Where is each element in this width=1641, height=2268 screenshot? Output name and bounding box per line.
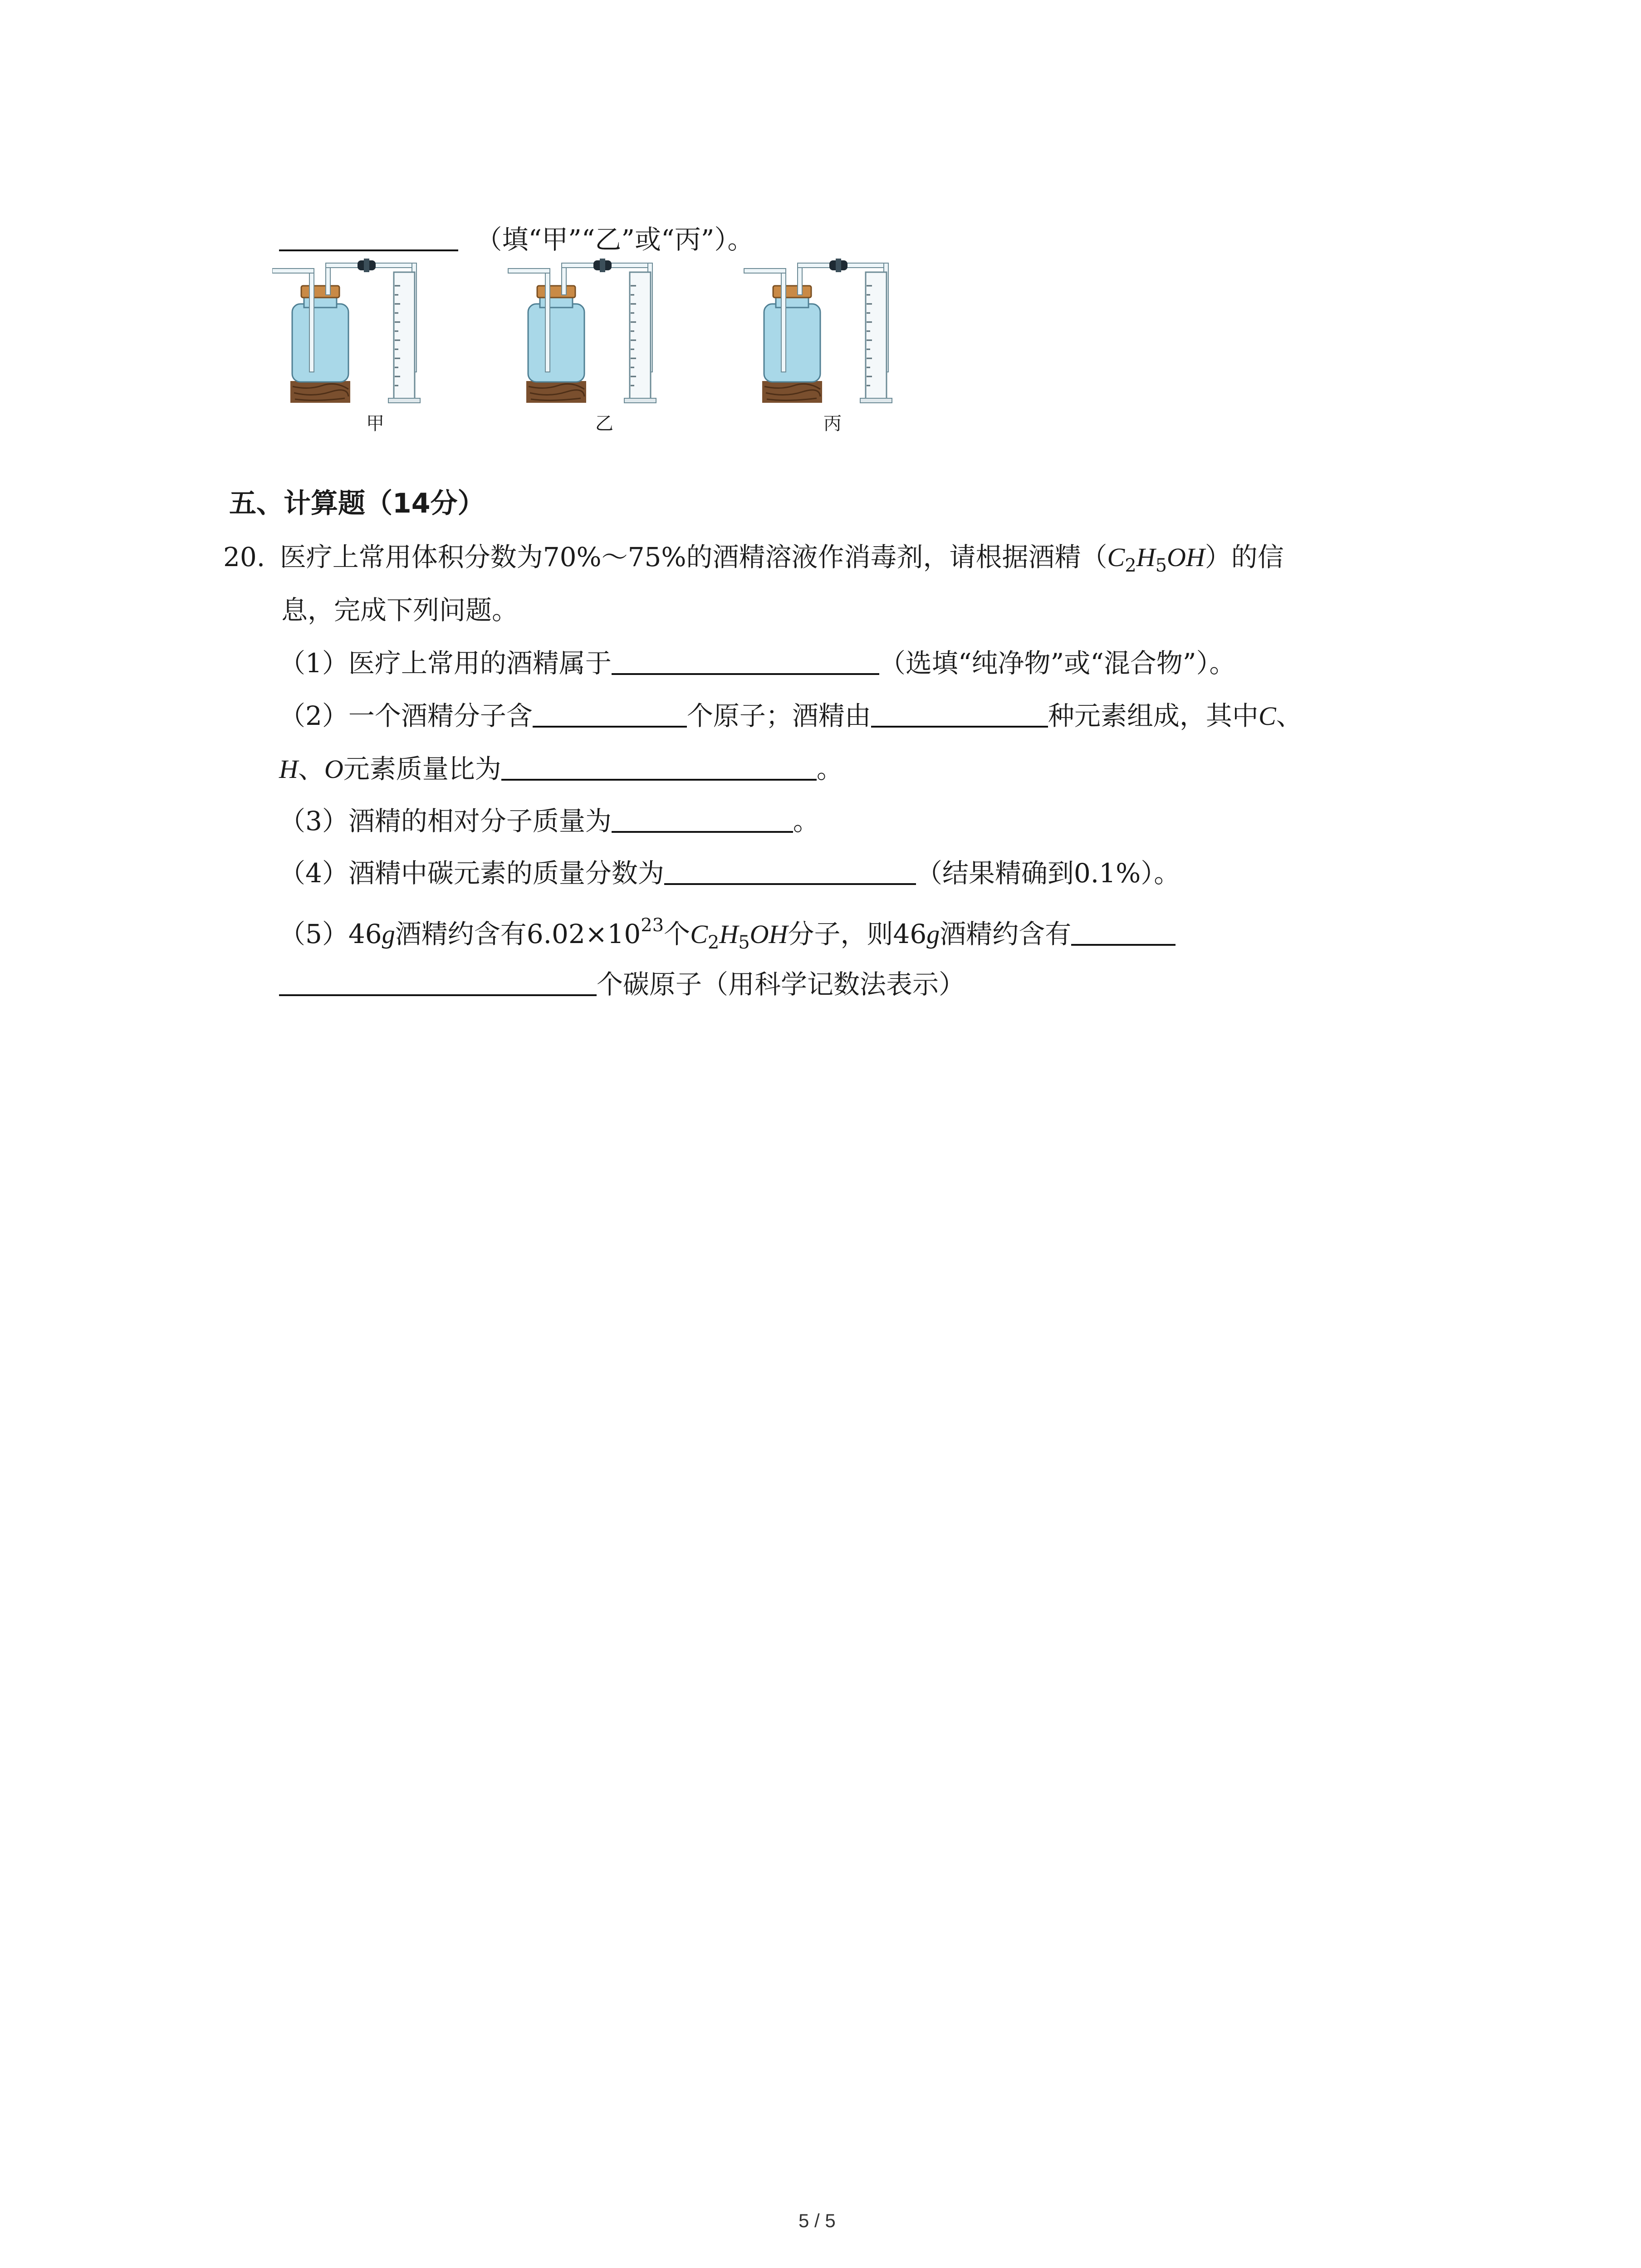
apparatus-label-bing: 丙 (823, 413, 842, 434)
q20-part4 (279, 855, 1180, 891)
unit-g-1: g (382, 919, 395, 949)
q20-part3 (279, 803, 819, 839)
answer-blank-5a[interactable] (1071, 917, 1176, 946)
element-h: H (279, 754, 298, 784)
part2-sep: 、 (298, 753, 324, 784)
formula-c: C (1107, 543, 1125, 572)
part1-text-b: （选填“纯净物”或“混合物”）。 (879, 648, 1236, 679)
part5-text-b: 酒精约含有6.02×10 (395, 919, 641, 949)
q20-stem-a: 医疗上常用体积分数为70%～75%的酒精溶液作消毒剂，请根据酒精（ (279, 542, 1107, 572)
part2-text-d: 元素质量比为 (343, 753, 501, 784)
formula-sub-5: 5 (1155, 555, 1167, 576)
q20-number: 20. (223, 542, 265, 572)
q20-part2-line2 (279, 751, 843, 787)
part2-comma: 、 (1276, 700, 1303, 731)
apparatus-label-jia: 甲 (366, 413, 384, 434)
section-title: 五、计算题（14分） (229, 488, 485, 519)
part5-text-c: 个 (664, 919, 691, 949)
part2-text-b: 个原子；酒精由 (686, 700, 871, 731)
element-c: C (1258, 701, 1276, 731)
formula-h: H (1136, 543, 1156, 572)
answer-blank-3[interactable] (612, 804, 793, 833)
apparatus-label-yi: 乙 (595, 413, 613, 434)
answer-blank-2b[interactable] (871, 699, 1048, 728)
part5-last: 个碳原子（用科学记数法表示） (597, 969, 965, 1000)
answer-blank-1[interactable] (612, 646, 879, 675)
q20-part2-line1 (279, 698, 1303, 734)
formula2-oh: OH (749, 919, 788, 949)
element-o: O (324, 754, 343, 784)
q20-part5-line1 (279, 907, 1176, 961)
part2-end: 。 (816, 753, 843, 784)
part4-text-b: （结果精确到0.1%）。 (916, 858, 1181, 889)
top-fill-note: （填“甲”“乙”或“丙”）。 (475, 224, 754, 255)
formula2-sub-2: 2 (707, 932, 720, 953)
page-number: 5 / 5 (798, 2210, 836, 2231)
part5-text-d: 分子，则46 (788, 919, 927, 949)
answer-blank-2a[interactable] (533, 699, 687, 728)
answer-blank-4[interactable] (664, 856, 916, 885)
formula-oh: OH (1167, 543, 1205, 572)
q20-part1 (279, 645, 1236, 681)
part3-text-a: （3）酒精的相对分子质量为 (279, 806, 612, 836)
part2-text-c: 种元素组成，其中 (1048, 700, 1259, 731)
formula2-sub-5: 5 (738, 932, 750, 953)
part2-text-a: （2）一个酒精分子含 (279, 700, 533, 731)
formula2-h: H (719, 919, 739, 949)
answer-blank-5b[interactable] (279, 967, 597, 996)
top-fill-line (279, 221, 754, 258)
part5-exponent: 23 (641, 915, 664, 936)
q20-stem-line1 (223, 539, 1284, 584)
formula2-c: C (690, 919, 708, 949)
q20-stem-line2: 息，完成下列问题。 (281, 595, 519, 626)
part1-text-a: （1）医疗上常用的酒精属于 (279, 648, 612, 679)
part5-text-a: （5）46 (279, 919, 382, 949)
part5-text-e: 酒精约含有 (940, 919, 1072, 949)
answer-blank-top[interactable] (279, 222, 458, 251)
q20-stem-b: ）的信 (1205, 542, 1284, 572)
formula-sub-2: 2 (1125, 555, 1136, 576)
q20-part5-line2 (279, 966, 965, 1002)
answer-blank-2c[interactable] (501, 752, 817, 781)
unit-g-2: g (926, 919, 940, 949)
part4-text-a: （4）酒精中碳元素的质量分数为 (279, 858, 664, 889)
part3-end: 。 (793, 806, 819, 836)
